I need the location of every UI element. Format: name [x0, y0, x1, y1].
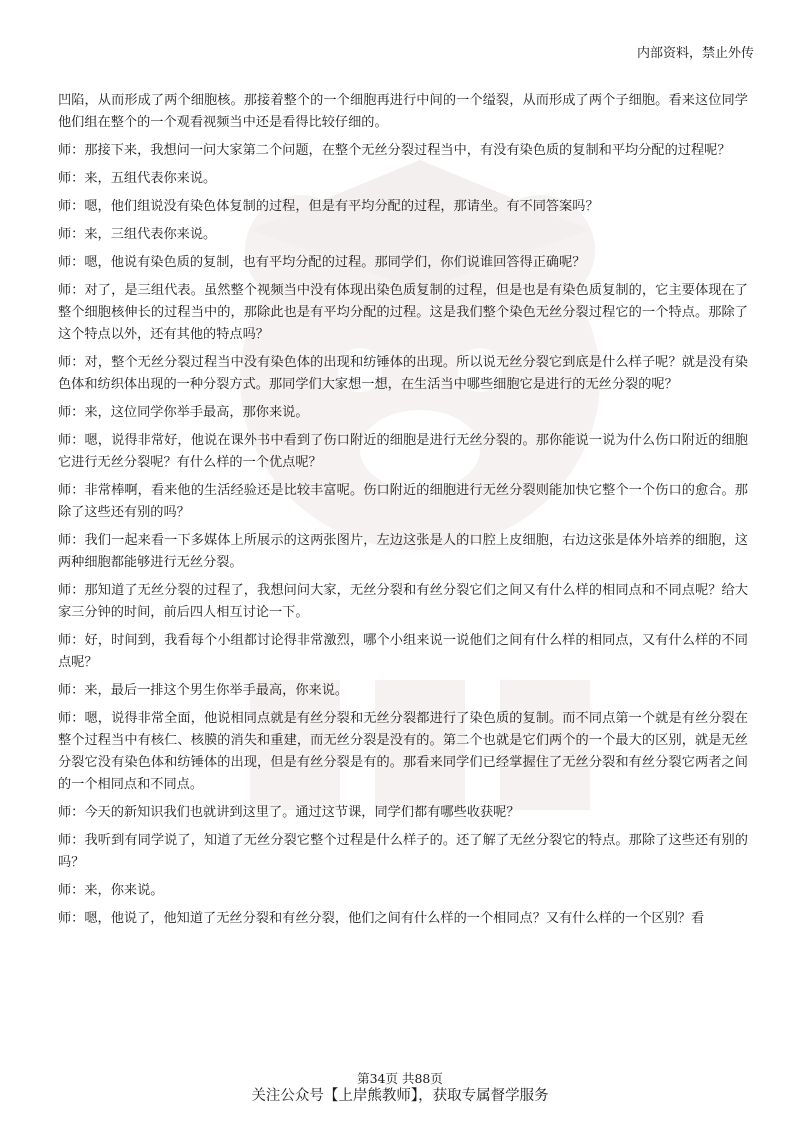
paragraph: 师：那知道了无丝分裂的过程了，我想问问大家，无丝分裂和有丝分裂它们之间又有什么样的相同点和不同点呢？给大家三分钟的时间，前后四人相互讨论一下。 — [58, 583, 748, 620]
paragraph: 凹陷，从而形成了两个细胞核。那接着整个的一个细胞再进行中间的一个缢裂，从而形成了两个子细胞。看来这位同学他们组在整个的一个观看视频当中还是看得比较仔细的。 — [58, 93, 748, 130]
paragraph: 师：来，最后一排这个男生你举手最高，你来说。 — [58, 683, 349, 698]
confidential-note: 内部资料，禁止外传 — [636, 46, 754, 61]
paragraph: 师：我听到有同学说了，知道了无丝分裂它整个过程是什么样子的。还了解了无丝分裂它的特点。那除了这些还有别的吗？ — [58, 833, 748, 870]
paragraph: 师：嗯，他说有染色质的复制，也有平均分配的过程。那同学们，你们说谁回答得正确呢？ — [58, 255, 586, 270]
paragraph: 师：今天的新知识我们也就讲到这里了。通过这节课，同学们都有哪些收获呢？ — [58, 805, 520, 820]
paragraph: 师：来，你来说。 — [58, 883, 164, 898]
paragraph: 师：嗯，说得非常全面，他说相同点就是有丝分裂和无丝分裂都进行了染色质的复制。而不同点第一个就是有丝分裂在整个过程当中有核仁、核膜的消失和重建，而无丝分裂是没有的。第二个也就是它们两个的一个最大的区别，就是无丝分裂它没有染色体和纺锤体的出现，但是有丝分裂是有的。那看来同学们已经掌握住了无丝分裂和有丝分裂它两者之间的一个相同点和不同点。 — [58, 711, 748, 792]
paragraph: 师：那接下来，我想问一问大家第二个问题，在整个无丝分裂过程当中，有没有染色质的复制和平均分配的过程呢？ — [58, 143, 731, 158]
paragraph: 师：嗯，他们组说没有染色体复制的过程，但是有平均分配的过程，那请坐。有不同答案吗？ — [58, 199, 599, 214]
paragraph: 师：好，时间到，我看每个小组都讨论得非常激烈，哪个小组来说一说他们之间有什么样的相同点，又有什么样的不同点呢？ — [58, 633, 748, 670]
footer-promo: 关注公众号【上岸熊教师】，获取专属督学服务 — [251, 1088, 549, 1104]
paragraph: 师：嗯，说得非常好，他说在课外书中看到了伤口附近的细胞是进行无丝分裂的。那你能说一说为什么伤口附近的细胞它进行无丝分裂呢？有什么样的一个优点呢？ — [58, 433, 748, 470]
paragraph: 师：来，这位同学你举手最高，那你来说。 — [58, 405, 309, 420]
paragraph: 师：对了，是三组代表。虽然整个视频当中没有体现出染色质复制的过程，但是也是有染色质复制的，它主要体现在了整个细胞核伸长的过程当中的，那除此也是有平均分配的过程。这是我们整个染色无丝分裂过程它的一个特点。那除了这个特点以外，还有其他的特点吗？ — [58, 283, 748, 342]
paragraph: 师：来，三组代表你来说。 — [58, 227, 217, 242]
paragraph: 师：非常棒啊，看来他的生活经验还是比较丰富呢。伤口附近的细胞进行无丝分裂则能加快它整个一个伤口的愈合。那除了这些还有别的吗？ — [58, 483, 748, 520]
page-number: 第34页 共88页 — [357, 1071, 443, 1086]
paragraph: 师：对，整个无丝分裂过程当中没有染色体的出现和纺锤体的出现。所以说无丝分裂它到底是什么样子呢？就是没有染色体和纺织体出现的一种分裂方式。那同学们大家想一想，在生活当中哪些细胞它是进行的无丝分裂的呢？ — [58, 355, 748, 392]
paragraph: 师：来，五组代表你来说。 — [58, 171, 217, 186]
transcript-body — [58, 90, 748, 936]
paragraph: 师：嗯，他说了，他知道了无丝分裂和有丝分裂，他们之间有什么样的一个相同点？又有什么样的一个区别？看 — [58, 911, 705, 926]
paragraph: 师：我们一起来看一下多媒体上所展示的这两张图片，左边这张是人的口腔上皮细胞，右边这张是体外培养的细胞，这两种细胞都能够进行无丝分裂。 — [58, 533, 748, 570]
